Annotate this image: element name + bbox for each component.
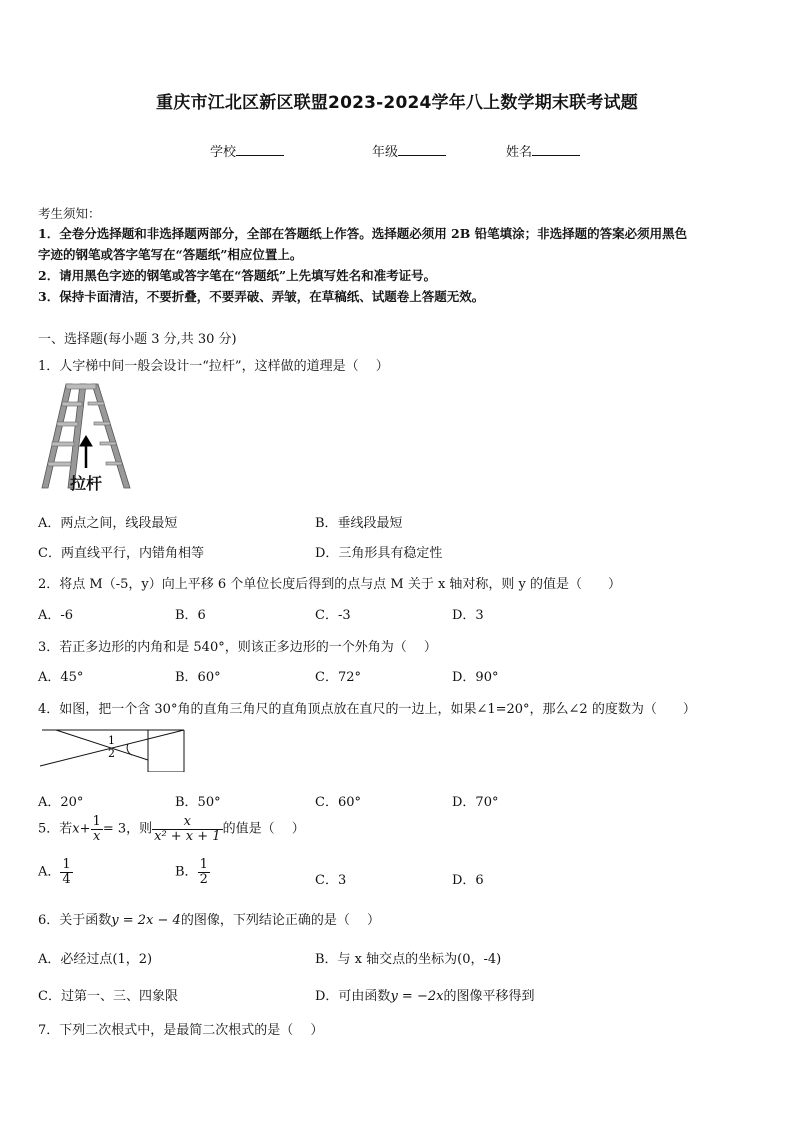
q4-option-c[interactable]: C．60° xyxy=(315,795,361,810)
notice-heading: 考生须知： xyxy=(38,206,101,221)
q2-stem: 2．将点 M（-5，y）向上平移 6 个单位长度后得到的点与点 M 关于 x 轴对称，则 y 的值是（ ） xyxy=(38,577,622,592)
notice-item-1a: 1．全卷分选择题和非选择题两部分，全部在答题纸上作答。选择题必须用 2B 铅笔填涂；非选择题的答案必须用黑色 xyxy=(38,226,688,241)
name-label: 姓名 xyxy=(506,145,533,160)
q1-stem: 1．人字梯中间一般会设计一“拉杆”，这样做的道理是（ ） xyxy=(38,359,389,374)
q1-option-a[interactable]: A．两点之间，线段最短 xyxy=(38,516,178,531)
q3-stem: 3．若正多边形的内角和是 540°，则该正多边形的一个外角为（ ） xyxy=(38,640,437,655)
q5-frac1-den: x xyxy=(91,829,103,844)
q1-option-b[interactable]: B．垂线段最短 xyxy=(315,516,403,531)
q5-plus: + xyxy=(79,821,91,837)
q1-option-c[interactable]: C．两直线平行，内错角相等 xyxy=(38,546,204,561)
ladder-label: 拉杆 xyxy=(70,474,103,493)
q6-option-b[interactable]: B．与 x 轴交点的坐标为(0，-4) xyxy=(315,952,502,967)
q2-option-c[interactable]: C．-3 xyxy=(315,608,351,623)
q5-x: x xyxy=(72,821,80,837)
q5-stem xyxy=(38,815,305,843)
angle-1-label: 1 xyxy=(108,734,115,747)
name-blank xyxy=(532,143,580,156)
q5-a-label: A． xyxy=(38,864,61,880)
q5-b-frac xyxy=(198,858,210,886)
grade-label: 年级 xyxy=(372,145,399,160)
q2-option-a[interactable]: A．-6 xyxy=(38,608,74,623)
q6-stem xyxy=(38,909,380,928)
q5-option-c[interactable]: C．3 xyxy=(315,873,347,888)
q5-option-a[interactable] xyxy=(38,858,73,886)
q5-frac-one-over-x xyxy=(91,815,103,843)
q5-b-label: B． xyxy=(175,864,198,880)
q2-option-b[interactable]: B．6 xyxy=(175,608,206,623)
school-blank xyxy=(236,143,284,156)
grade-blank xyxy=(398,143,446,156)
q5-eq: = 3，则 xyxy=(102,821,153,837)
q3-option-a[interactable]: A．45° xyxy=(38,670,84,685)
q1-option-d[interactable]: D．三角形具有稳定性 xyxy=(315,546,443,561)
up-arrow-icon xyxy=(80,436,92,468)
q7-stem: 7．下列二次根式中，是最简二次根式的是（ ） xyxy=(38,1023,324,1038)
ruler-triangle-figure xyxy=(36,724,186,772)
q3-option-b[interactable]: B．60° xyxy=(175,670,221,685)
q5-a-den: 4 xyxy=(62,871,71,887)
page-title: 重庆市江北区新区联盟2023-2024学年八上数学期末联考试题 xyxy=(156,93,638,113)
angle-2-label: 2 xyxy=(108,747,115,760)
q5-a-num: 1 xyxy=(62,857,71,872)
q5-b-den: 2 xyxy=(199,871,208,887)
q4-stem: 4．如图，把一个含 30°角的直角三角尺的直角顶点放在直尺的一边上，如果∠1=20°，那么∠2 的度数为（ ） xyxy=(38,702,696,717)
q5-option-b[interactable] xyxy=(175,858,210,886)
q5-a-frac xyxy=(60,858,72,886)
q5-main-den: x² + x + 1 xyxy=(154,828,221,844)
q6-prefix: 6．关于函数 xyxy=(38,913,112,928)
q6-option-a[interactable]: A．必经过点(1，2) xyxy=(38,952,153,967)
q6-d-suffix: 的图像平移得到 xyxy=(443,989,535,1004)
triangle-hypotenuse xyxy=(56,730,148,760)
q5-main-num: x xyxy=(183,814,192,829)
q4-option-a[interactable]: A．20° xyxy=(38,795,84,810)
q5-frac1-num: 1 xyxy=(92,814,101,829)
q4-option-b[interactable]: B．50° xyxy=(175,795,221,810)
q5-option-d[interactable]: D．6 xyxy=(452,873,484,888)
section-heading: 一、选择题(每小题 3 分,共 30 分) xyxy=(38,332,237,347)
q3-option-d[interactable]: D．90° xyxy=(452,670,499,685)
q5-b-num: 1 xyxy=(199,857,208,872)
q3-option-c[interactable]: C．72° xyxy=(315,670,361,685)
q6-suffix: 的图像，下列结论正确的是（ ） xyxy=(180,913,380,928)
q4-option-d[interactable]: D．70° xyxy=(452,795,499,810)
q6-d-prefix: D．可由函数 xyxy=(315,989,391,1004)
name-field[interactable] xyxy=(506,141,580,160)
q6-option-c[interactable]: C．过第一、三、四象限 xyxy=(38,989,178,1004)
q5-prefix: 5．若 xyxy=(38,821,73,837)
q6-d-function: y = −2x xyxy=(390,989,444,1004)
notice-item-2: 2．请用黑色字迹的钢笔或答字笔在“答题纸”上先填写姓名和准考证号。 xyxy=(38,268,437,283)
q6-function: y = 2x − 4 xyxy=(111,913,181,928)
ladder-left-rail xyxy=(42,384,72,488)
q2-option-d[interactable]: D．3 xyxy=(452,608,484,623)
q6-option-d[interactable] xyxy=(315,985,534,1004)
school-label: 学校 xyxy=(210,145,237,160)
notice-item-3: 3．保持卡面清洁，不要折叠，不要弄破、弄皱，在草稿纸、试题卷上答题无效。 xyxy=(38,289,485,304)
grade-field[interactable] xyxy=(372,141,446,160)
school-field[interactable] xyxy=(210,141,284,160)
notice-item-1b: 字迹的钢笔或答字笔写在“答题纸”相应位置上。 xyxy=(38,247,303,262)
q5-main-frac xyxy=(152,815,222,843)
q5-suffix: 的值是（ ） xyxy=(222,821,305,837)
